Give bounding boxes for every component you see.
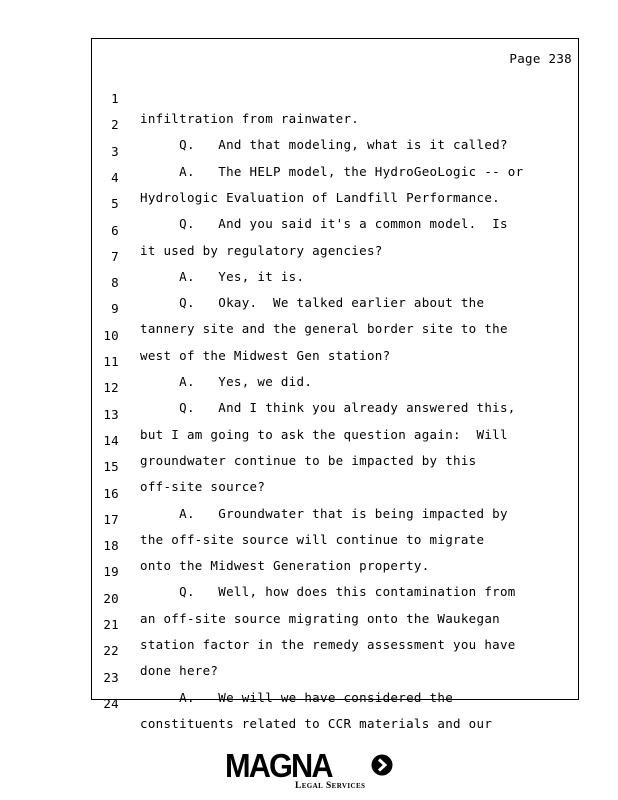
line-number: 4 bbox=[111, 169, 119, 185]
line-text: onto the Midwest Generation property. bbox=[140, 558, 430, 574]
chevron-circle-icon bbox=[371, 754, 393, 776]
line-text: an off-site source migrating onto the Waukegan bbox=[140, 610, 500, 626]
line-number: 24 bbox=[103, 695, 119, 711]
line-number: 21 bbox=[103, 617, 119, 632]
line-number: 2 bbox=[111, 117, 119, 133]
line-text: A. Groundwater that is being impacted by bbox=[140, 505, 508, 521]
line-number: 1 bbox=[111, 91, 119, 106]
line-number: 16 bbox=[103, 485, 119, 501]
line-number: 6 bbox=[111, 222, 119, 238]
line-number: 7 bbox=[111, 248, 119, 264]
line-text: constituents related to CCR materials and our bbox=[140, 715, 493, 731]
line-number: 18 bbox=[103, 538, 119, 554]
line-text: but I am going to ask the question again: Will bbox=[140, 426, 508, 442]
line-text: Hydrologic Evaluation of Landfill Performance. bbox=[140, 189, 500, 205]
line-number: 23 bbox=[103, 669, 119, 685]
line-text: the off-site source will continue to migrate bbox=[140, 531, 485, 547]
line-number: 20 bbox=[103, 590, 119, 606]
line-number: 14 bbox=[103, 432, 119, 448]
line-text: groundwater continue to be impacted by this bbox=[140, 452, 477, 468]
line-number: 22 bbox=[103, 643, 119, 659]
line-text: done here? bbox=[140, 663, 219, 679]
line-number: 12 bbox=[103, 380, 119, 396]
line-text: it used by regulatory agencies? bbox=[140, 242, 383, 258]
line-number: 5 bbox=[111, 196, 119, 212]
line-text: Q. Well, how does this contamination from bbox=[140, 584, 516, 600]
line-text: Q. And you said it's a common model. Is bbox=[140, 216, 508, 232]
line-text: Q. And that modeling, what is it called? bbox=[140, 137, 508, 153]
line-text: west of the Midwest Gen station? bbox=[140, 347, 391, 363]
line-text: infiltration from rainwater. bbox=[140, 111, 360, 126]
line-number: 3 bbox=[111, 143, 119, 159]
line-text: off-site source? bbox=[140, 479, 266, 495]
line-number: 13 bbox=[103, 406, 119, 422]
page-number-label: Page 238 bbox=[509, 51, 572, 66]
line-number: 15 bbox=[103, 459, 119, 475]
logo-subtitle: Legal Services bbox=[295, 781, 366, 791]
line-text: A. We will we have considered the bbox=[140, 689, 454, 705]
line-text: A. Yes, it is. bbox=[140, 268, 305, 284]
line-number: 17 bbox=[103, 511, 119, 527]
line-text: A. The HELP model, the HydroGeoLogic -- or bbox=[140, 163, 524, 179]
line-text: Q. And I think you already answered this, bbox=[140, 400, 516, 416]
line-text: Q. Okay. We talked earlier about the bbox=[140, 295, 485, 311]
line-text: tannery site and the general border site to the bbox=[140, 321, 508, 337]
transcript-page bbox=[91, 38, 579, 731]
line-number: 11 bbox=[103, 354, 119, 369]
line-number: 19 bbox=[103, 564, 119, 580]
logo-wordmark: MAGNA bbox=[225, 747, 332, 784]
line-number: 10 bbox=[103, 327, 119, 343]
magna-logo bbox=[225, 747, 395, 794]
line-text: station factor in the remedy assessment you have bbox=[140, 637, 516, 652]
line-number: 8 bbox=[111, 275, 119, 291]
transcript-line bbox=[92, 69, 578, 126]
line-number: 9 bbox=[111, 301, 119, 317]
line-text: A. Yes, we did. bbox=[140, 374, 313, 389]
